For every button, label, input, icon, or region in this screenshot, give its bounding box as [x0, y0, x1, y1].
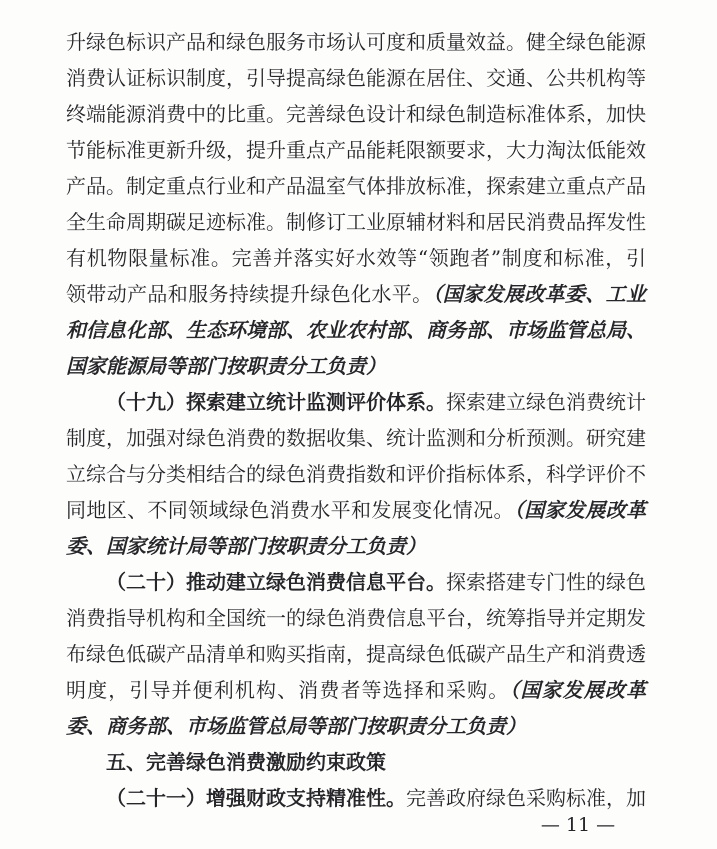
- paragraph-green-standards: [66, 24, 646, 384]
- body-text-run: 探索建立绿色消费统计制度，加强对绿色消费的数据收集、统计监测和分析预测。研究建立综合与分类相结合的绿色消费指数和评价指标体系，科学评价不同地区、不同领域绿色消费水平和发展变化情况。: [66, 390, 646, 522]
- item-19-title: （十九）探索建立统计监测评价体系。: [106, 390, 446, 414]
- body-text-run: 完善政府绿色采购标准，加: [406, 786, 646, 810]
- department-attribution: （国家发展改革委、商务部、市场监管总局等部门按职责分工负责）: [66, 678, 647, 738]
- item-21-title: （二十一）增强财政支持精准性。: [106, 786, 406, 810]
- body-text-run: 探索搭建专门性的绿色消费指导机构和全国统一的绿色消费信息平台，统筹指导并定期发布绿色低碳产品清单和购买指南，提高绿色低碳产品生产和消费透明度，引导并便利机构、消费者等选择和采购。: [66, 570, 646, 702]
- body-text-run: 升绿色标识产品和绿色服务市场认可度和质量效益。健全绿色能源消费认证标识制度，引导提高绿色能源在居住、交通、公共机构等终端能源消费中的比重。完善绿色设计和绿色制造标准体系，加快节能标准更新升级，提升重点产品能耗限额要求，大力淘汰低能效产品。制定重点行业和产品温室气体排放标准，探索建立重点产品全生命周期碳足迹标准。制修订工业原辅材料和居民消费品挥发性有机物限量标准。完善并落实好水效等“领跑者”制度和标准，引领带动产品和服务持续提升绿色化水平。: [66, 30, 646, 306]
- document-content: [66, 24, 646, 816]
- department-attribution: （国家发展改革委、工业和信息化部、生态环境部、农业农村部、商务部、市场监管总局、国家能源局等部门按职责分工负责）: [66, 282, 647, 378]
- page-number: — 11 —: [540, 814, 616, 836]
- department-attribution: （国家发展改革委、国家统计局等部门按职责分工负责）: [66, 498, 647, 558]
- section-heading-5: 五、完善绿色消费激励约束政策: [106, 750, 386, 774]
- paragraph-item-20: [66, 564, 646, 744]
- paragraph-item-21: [66, 780, 646, 816]
- item-20-title: （二十）推动建立绿色消费信息平台。: [106, 570, 446, 594]
- paragraph-item-19: [66, 384, 646, 564]
